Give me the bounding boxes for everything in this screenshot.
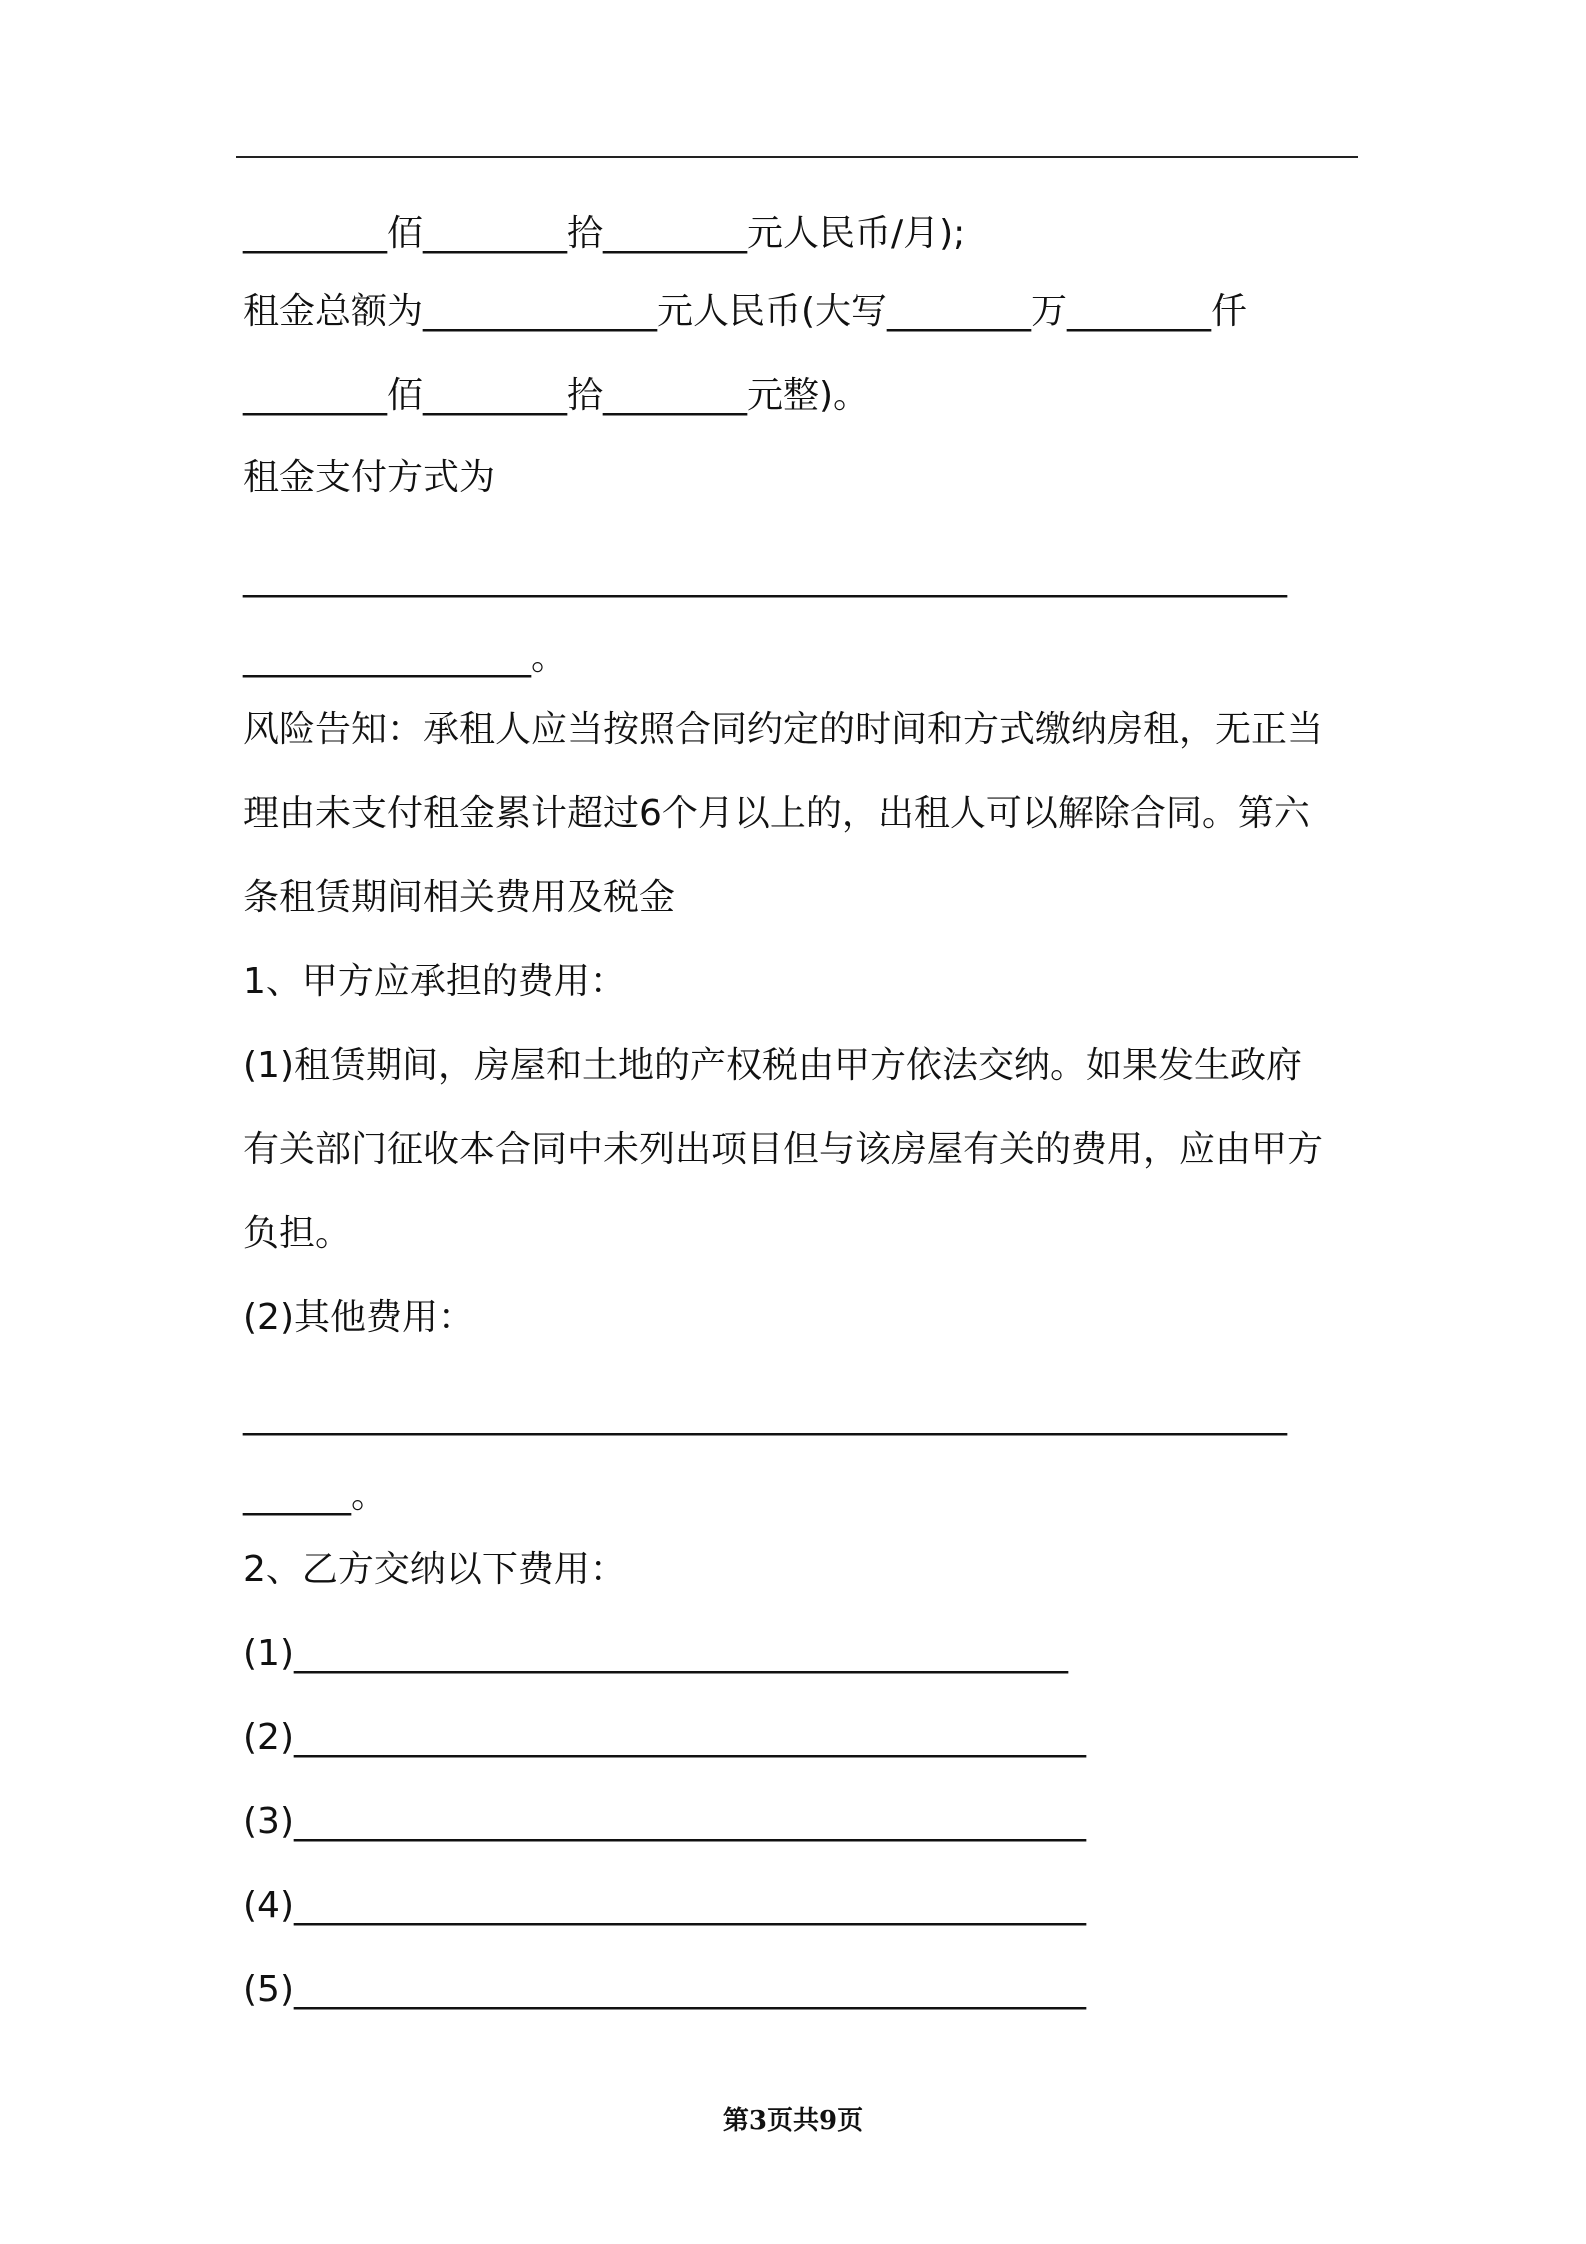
text-line-12: 负担。 <box>243 1213 352 1254</box>
fee-item-1: (1)___________________________________________ <box>243 1633 1068 1674</box>
text-line-11: 有关部门征收本合同中未列出项目但与该房屋有关的费用，应由甲方 <box>243 1129 1324 1170</box>
text-line-14: ______。 <box>243 1475 388 1516</box>
fee-item-3: (3)____________________________________________ <box>243 1801 1086 1842</box>
text-line-5: ________________。 <box>243 637 567 678</box>
text-line-1: ________佰________拾________元人民币/月); <box>243 213 966 254</box>
blank-line-2: __________________________________________________________ <box>243 1395 1287 1436</box>
text-line-3: ________佰________拾________元整)。 <box>243 375 870 416</box>
text-line-7: 理由未支付租金累计超过6个月以上的，出租人可以解除合同。第六 <box>243 793 1310 834</box>
page-number: 第3页共9页 <box>722 2106 864 2136</box>
text-line-15: 2、乙方交纳以下费用： <box>243 1549 626 1590</box>
text-line-8: 条租赁期间相关费用及税金 <box>243 877 676 918</box>
fee-item-2: (2)____________________________________________ <box>243 1717 1086 1758</box>
text-line-10: (1)租赁期间，房屋和土地的产权税由甲方依法交纳。如果发生政府 <box>243 1045 1302 1086</box>
blank-line-1: __________________________________________________________ <box>243 557 1287 598</box>
text-line-6: 风险告知：承租人应当按照合同约定的时间和方式缴纳房租，无正当 <box>243 709 1324 750</box>
text-line-4: 租金支付方式为 <box>243 457 496 498</box>
header-rule <box>236 156 1358 158</box>
fee-item-4: (4)____________________________________________ <box>243 1885 1086 1926</box>
fee-item-5: (5)____________________________________________ <box>243 1969 1086 2010</box>
text-line-9: 1、甲方应承担的费用： <box>243 961 626 1002</box>
text-line-2: 租金总额为_____________元人民币(大写________万________仟 <box>243 291 1248 332</box>
text-line-13: (2)其他费用： <box>243 1297 474 1338</box>
